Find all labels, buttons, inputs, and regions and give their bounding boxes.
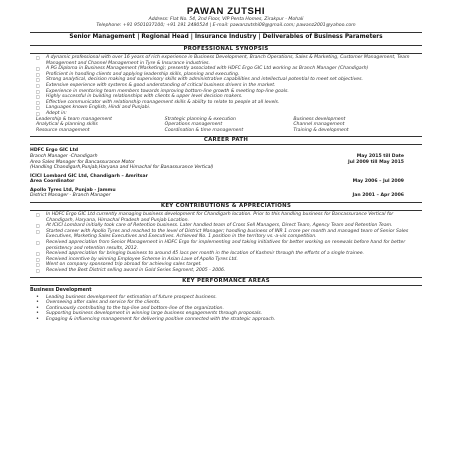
job-entry [30, 148, 422, 170]
job-entry [30, 188, 422, 199]
skill-item: Coordination & time management [164, 127, 244, 133]
contact-address: Address: Flat No. 54, 2nd Floor, VIP Penta Homes, Zirakpur - Mohali [148, 17, 304, 22]
list-item: □ Received appreciation from Senior Management in HDFC Ergo for implementing and taking initiatives for better working on renewals before hand for better persistency and retention results, 2012. [36, 240, 422, 251]
job-line [30, 165, 422, 171]
section-title-performance: KEY PERFORMANCE AREAS [30, 277, 422, 286]
contact-phone-email: Telephone: +91 9501037100; +91 191 2480524 | E-mail: pawanzutshi08@gmail.com; pawanz2001@yahoo.com [96, 23, 356, 28]
synopsis-list [30, 55, 422, 117]
job-line [30, 179, 422, 185]
list-item: □ At ICICI Lombard initially took care of Retention business. Later handled team of Cross Sell Managers, Direct Team, Agency Team and Retention Team. [36, 223, 422, 229]
skill-item: Resource management [36, 127, 90, 133]
job-role: Area Sales Manager for Bancassurance Motor [30, 159, 135, 165]
job-role: District Manager - Branch Manager [30, 193, 111, 199]
list-item: □ Received the Best District selling award in Gold Series Segment, 2005 - 2006. [36, 268, 422, 274]
job-line [30, 193, 422, 199]
job-entry [30, 174, 422, 185]
skill-item: Training & development [293, 127, 349, 133]
list-item: □ Went on company sponsored trip abroad for achieving sales target. [36, 262, 422, 268]
list-item: □ Strong analytical, decision making and supervisory skills with administrative capabilities and intellectual potential to meet set objectives. [36, 77, 422, 83]
candidate-name: PAWAN ZUTSHI [186, 6, 266, 17]
skills-grid [30, 117, 422, 134]
list-item: □ Adept in: [36, 111, 422, 117]
list-item: • Leading business development for estimation of future prospect business. [36, 295, 422, 301]
career-list [30, 148, 422, 199]
list-item: □ Effective communicator with relationship management skills & ability to relate to people at all levels. [36, 100, 422, 106]
skill-item: Leadership & team management [36, 116, 112, 122]
section-title-contributions: KEY CONTRIBUTIONS & APPRECIATIONS [30, 202, 422, 211]
skill-item: Operations management [164, 122, 223, 128]
performance-list [30, 295, 422, 323]
list-item: □ Languages known English, Hindi and Punjabi. [36, 105, 422, 111]
skill-item: Analytical & planning skills [36, 122, 98, 128]
job-role: Branch Manager -Chandigarh [30, 153, 98, 159]
career-headline: Senior Management | Regional Head | Insurance Industry | Deliverables of Business Parameters [69, 34, 383, 40]
section-title-synopsis: PROFESSIONAL SYNOPSIS [30, 45, 422, 54]
list-item: • Supporting business development in winning large business engagements through proposals. [36, 311, 422, 317]
list-item: □ A PG Diploma in Business Management (Marketing); presently associated with HDFC Ergo GIC Ltd working as Branch Manager (Chandigarh) [36, 66, 422, 72]
list-item: • Engaging & influencing management for delivering positive connected with the strategic approach. [36, 317, 422, 323]
performance-subhead: Business Development [30, 287, 92, 293]
list-item: □ Extensive experience with systems & good understanding of critical business drivers in the market. [36, 83, 422, 89]
list-item: • Continuously contributing to the top-line and bottom-line of the organization. [36, 306, 422, 312]
skill-item: Strategic planning & execution [164, 116, 236, 122]
list-item: □ Highly successful in building relationships with clients & upper level decision makers. [36, 94, 422, 100]
skill-item: Business development [293, 116, 346, 122]
job-dates: Jan 2001 – Apr 2006 [352, 193, 404, 199]
job-role: Area Coordinator [30, 179, 75, 185]
list-item: □ In HDFC Ergo GIC Ltd currently managing business development for Chandigarh location. Prior to this handling business for Bancassurance Vertical for Chandigarh, Haryana, Himachal Pradesh and Punjab Location. [36, 212, 422, 223]
job-dates: May 2006 – Jul 2009 [352, 179, 404, 185]
list-item: □ A dynamic professional with over 16 years of rich experience in Business Development, Branch Operations, Sales & Marketing, Customer Management, Team Management and Channel Management in Tyre & Insurance industries. [36, 55, 422, 66]
job-dates: Jul 2009 till May 2015 [348, 159, 404, 165]
skill-item: Channel management [293, 122, 345, 128]
list-item: □ Proficient in handling clients and applying leadership skills, planning and executing. [36, 72, 422, 78]
job-company: Apollo Tyres Ltd, Punjab - Jammu [30, 187, 116, 193]
job-company: ICICI Lombard GIC Ltd, Chandigarh – Amritsar [30, 173, 148, 179]
list-item: □ Experience in mentoring team members towards improving bottom-line growth & meeting top-line goals. [36, 89, 422, 95]
list-item: □ Received appreciation for bringing business to around 45 lacs per month in the location of Kashmir through the efforts of a single trainee. [36, 251, 422, 257]
contributions-list [30, 212, 422, 274]
list-item: □ Started career with Apollo Tyres and reached to the level of District Manager; handling business of INR 1 crore per month and managed team of Senior Sales Executives, Marketing Sales Executives and Executives. Achieved No. 1 position in the territory vs.-a-vis competition. [36, 229, 422, 240]
list-item: □ Received incentive by winning Employee Scheme in Asian Lave of Apollo Tyres Ltd. [36, 257, 422, 263]
section-title-career: CAREER PATH [30, 136, 422, 145]
job-role-detail: (Handling Chandigarh,Punjab,Haryana and Himachal for Banassurance Vertical) [30, 165, 214, 171]
list-item: • Overseeing after sales and service for the clients. [36, 300, 422, 306]
job-company: HDFC Ergo GIC Ltd [30, 148, 79, 154]
job-dates: May 2015 till Date [356, 153, 404, 159]
